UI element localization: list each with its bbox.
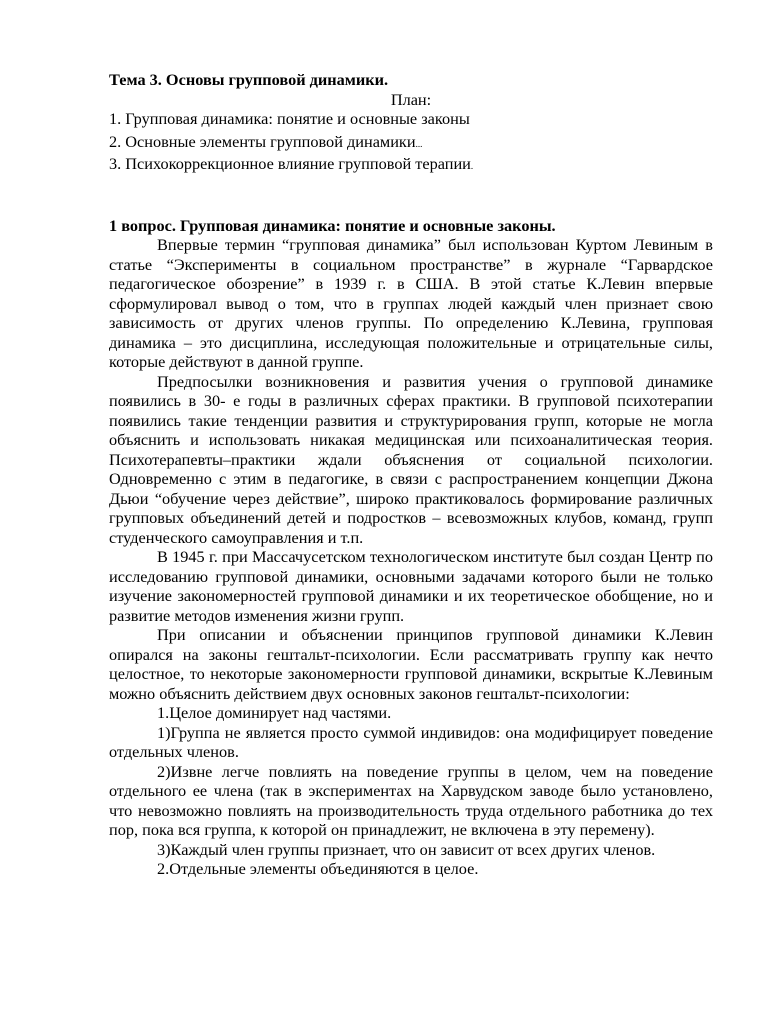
plan-item <box>109 132 713 155</box>
plan-item-text: 1. Групповая динамика: понятие и основные законы <box>109 109 470 128</box>
plan-item-suffix: . <box>470 161 474 171</box>
plan-item <box>109 154 713 177</box>
section-spacer <box>109 177 713 216</box>
list-item: 1)Группа не является просто суммой индивидов: она модифицирует поведение отдельных членов. <box>109 722 713 761</box>
list-item: 1.Целое доминирует над частями. <box>157 703 392 722</box>
plan-item-text: 3. Психокоррекционное влияние групповой терапии <box>109 154 471 173</box>
paragraph: Впервые термин “групповая динамика” был использован Куртом Левиным в статье “Эксперименты в социальном пространстве” в журнале “Гарвардское педагогическое обозрение” в 1939 г. в США. В этой статье К.Левин впервые сформулировал вывод о том, что в группах людей каждый член признает свою зависимость от других членов группы. По определению К.Левина, групповая динамика – это дисциплина, исследующая положительные и отрицательные силы, которые действуют в данной группе. <box>109 235 713 371</box>
plan-item <box>109 109 713 132</box>
list-item: 3)Каждый член группы признает, что он зависит от всех других членов. <box>157 839 656 859</box>
document-title: Тема 3. Основы групповой динамики. <box>109 70 389 89</box>
plan-item-text: 2. Основные элементы групповой динамики <box>109 131 416 151</box>
paragraph: При описании и объяснении принципов групповой динамики К.Левин опирался на законы гештальт-психологии. Если рассматривать группу как нечто целостное, то некоторые закономерности групповой динамики, вскрытые К.Левиным можно объяснить действием двух основных законов гештальт-психологии: <box>109 625 713 703</box>
paragraph: В 1945 г. при Массачусетском технологическом институте был создан Центр по исследованию групповой динамики, основными задачами которого были не только изучение закономерностей групповой динамики и их теоретическое обобщение, но и развитие методов изменения жизни групп. <box>109 547 713 625</box>
list-item: 2.Отдельные элементы объединяются в целое. <box>157 859 479 878</box>
section-heading: 1 вопрос. Групповая динамика: понятие и основные законы. <box>109 215 556 235</box>
plan-item-suffix: ... <box>415 138 423 149</box>
document-page <box>109 70 713 879</box>
paragraph: Предпосылки возникновения и развития учения о групповой динамике появились в 30- е годы в различных сферах практики. В групповой психотерапии появились такие тенденции развития и структурирования групп, которые не могла объяснить и использовать никакая медицинская или психоаналитическая теория. Психотерапевты–практики ждали объяснения от социальной психологии. Одновременно с этим в педагогике, в связи с распространением концепции Джона Дьюи “обучение через действие”, широко практиковалось формирование различных групповых объединений детей и подростков – всевозможных клубов, команд, групп студенческого самоуправления и т.п. <box>109 371 713 547</box>
plan-title: План: <box>390 89 432 109</box>
list-item: 2)Извне легче повлиять на поведение группы в целом, чем на поведение отдельного ее члена (так в экспериментах на Харвудском заводе было установлено, что невозможно повлиять на производительность труда отдельного работника до тех пор, пока вся группа, к которой он принадлежит, не включена в эту перемену). <box>109 761 713 839</box>
